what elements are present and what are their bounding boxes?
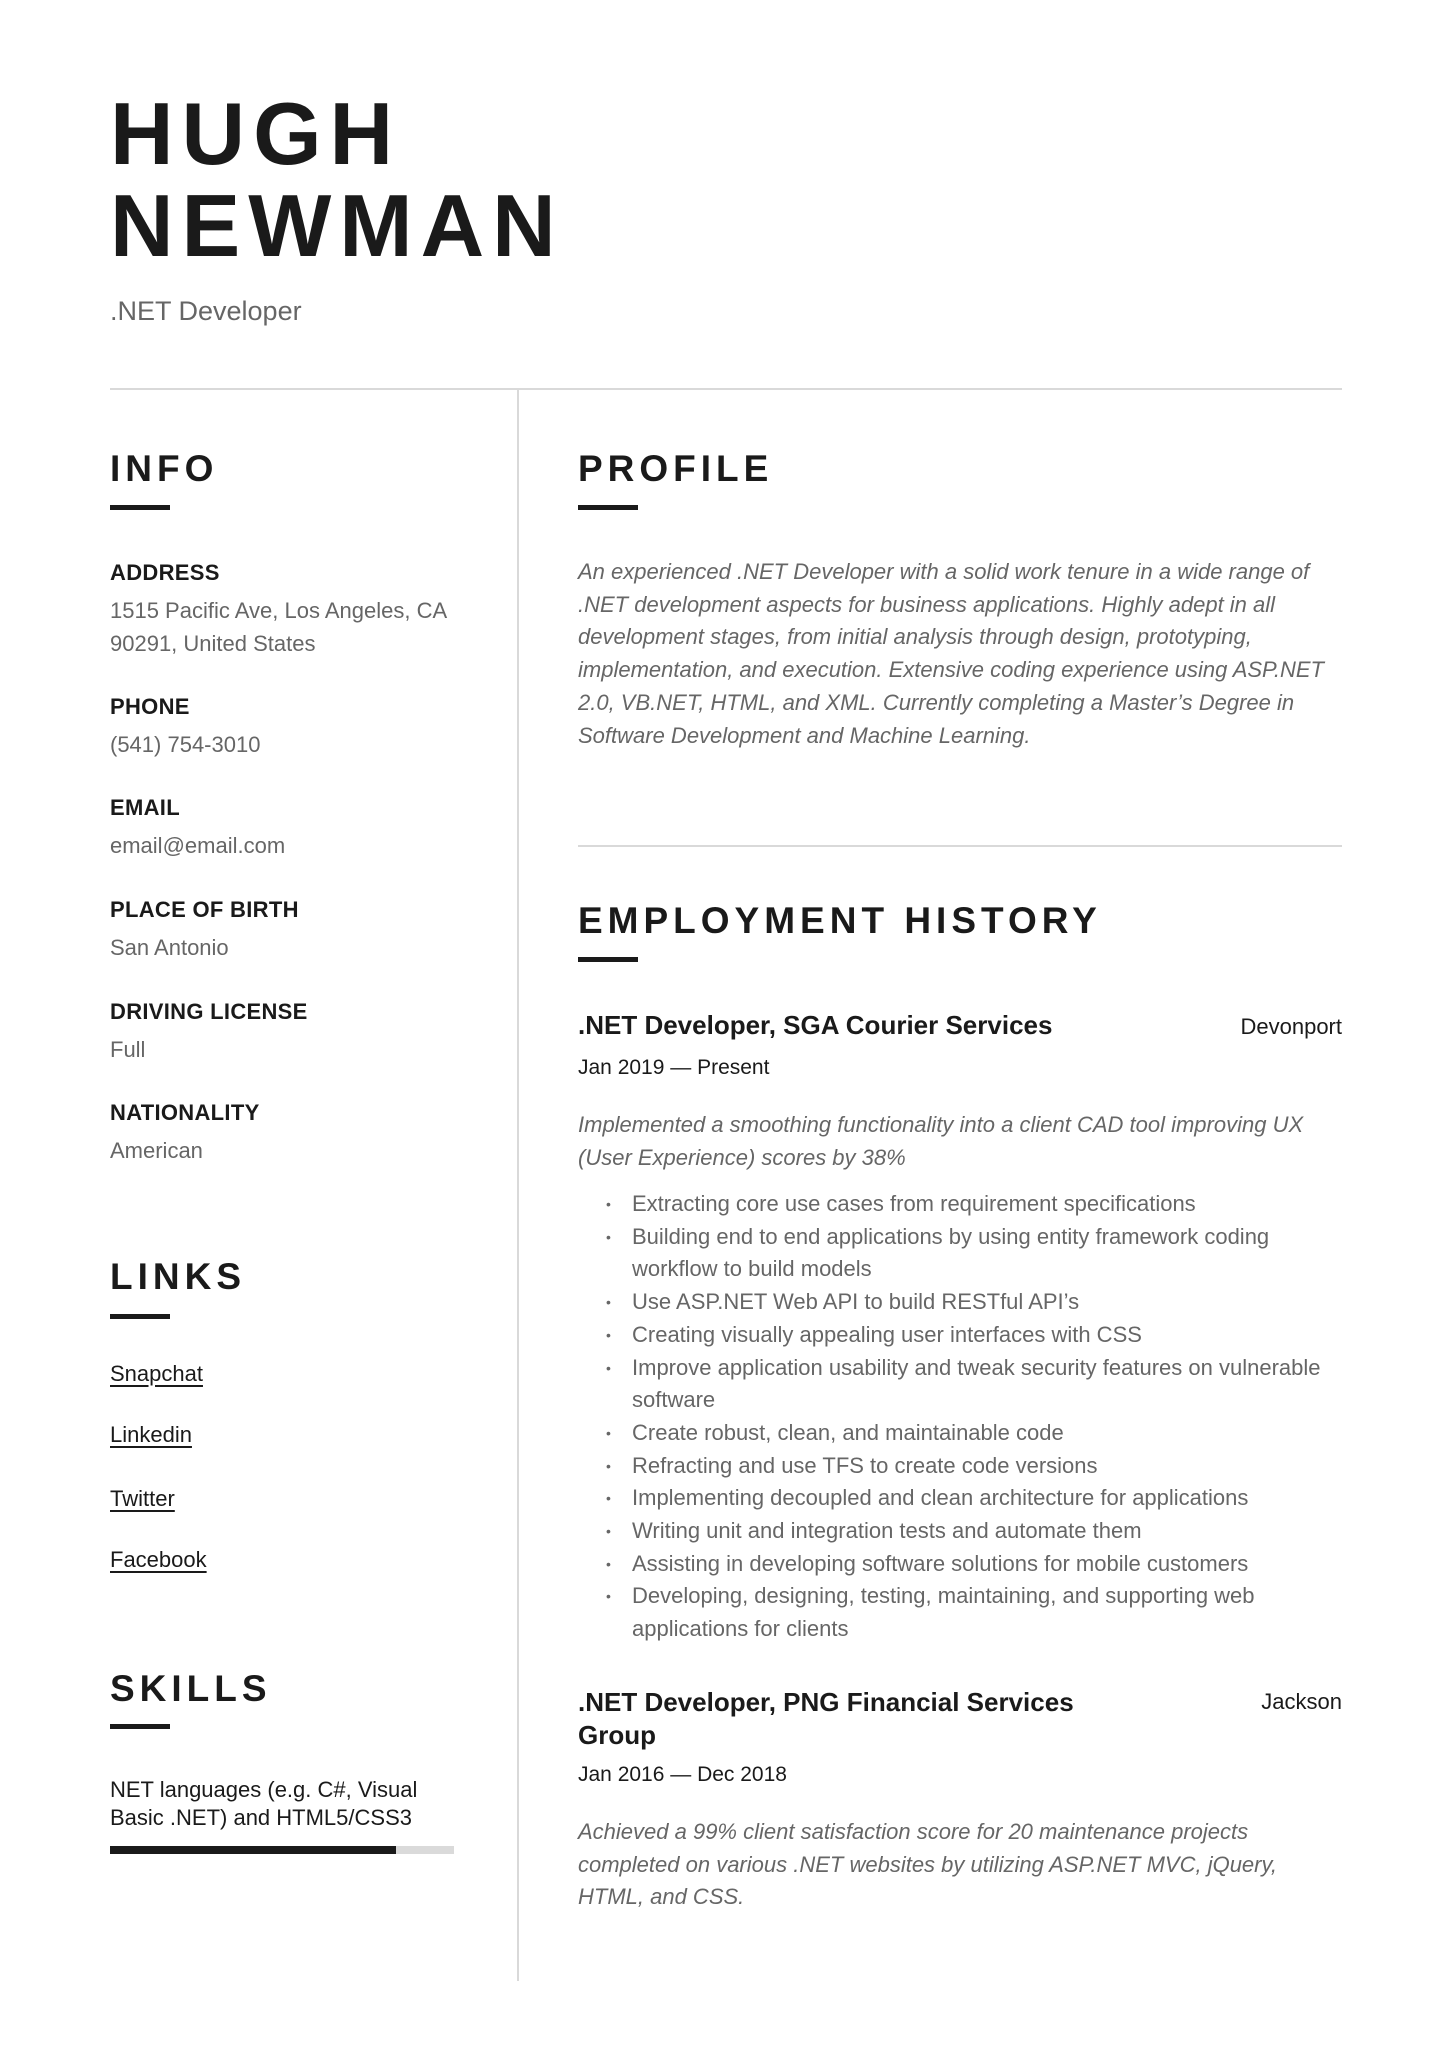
- job-2-title: .NET Developer, PNG Financial Services Group: [578, 1687, 1074, 1750]
- job-2-dates: Jan 2016 — Dec 2018: [578, 1763, 787, 1786]
- job-1-dates: Jan 2019 — Present: [578, 1056, 770, 1079]
- header-divider: [110, 388, 1342, 390]
- link-facebook[interactable]: Facebook: [110, 1547, 207, 1572]
- phone-label: PHONE: [110, 694, 190, 719]
- list-item: • Improve application usability and tweak security features on vulnerable software: [578, 1352, 1348, 1417]
- nationality-block: [110, 1100, 490, 1167]
- skills-heading-underline: [110, 1724, 170, 1729]
- phone-value: (541) 754-3010: [110, 732, 261, 757]
- nationality-value: American: [110, 1138, 203, 1163]
- last-name: NEWMAN: [110, 176, 564, 275]
- info-heading: INFO: [110, 448, 219, 489]
- skill-level-bar: [110, 1846, 454, 1854]
- address-line1: 1515 Pacific Ave, Los Angeles, CA: [110, 598, 448, 623]
- birth-label: PLACE OF BIRTH: [110, 897, 299, 922]
- job-title: .NET Developer: [110, 296, 302, 326]
- job-1-bullets: [578, 1188, 1348, 1646]
- column-divider: [517, 389, 519, 1981]
- profile-divider: [578, 845, 1342, 847]
- job-1-summary: Implemented a smoothing functionality into a client CAD tool improving UX (User Experience) scores by 38%: [578, 1112, 1304, 1170]
- list-item: • Creating visually appealing user interfaces with CSS: [578, 1319, 1348, 1352]
- first-name: HUGH: [110, 84, 402, 183]
- birth-value: San Antonio: [110, 935, 229, 960]
- license-value: Full: [110, 1037, 146, 1062]
- job-1-title: .NET Developer, SGA Courier Services: [578, 1010, 1053, 1040]
- employment-heading: EMPLOYMENT HISTORY: [578, 900, 1102, 941]
- info-heading-underline: [110, 505, 170, 510]
- license-block: [110, 999, 490, 1066]
- link-twitter[interactable]: Twitter: [110, 1486, 175, 1511]
- list-item: • Building end to end applications by using entity framework coding workflow to build models: [578, 1221, 1348, 1286]
- list-item: • Create robust, clean, and maintainable code: [578, 1417, 1348, 1450]
- email-block: [110, 795, 490, 862]
- link-snapchat[interactable]: Snapchat: [110, 1361, 203, 1386]
- address-block: [110, 560, 490, 660]
- birth-block: [110, 897, 490, 964]
- list-item: • Assisting in developing software solutions for mobile customers: [578, 1548, 1348, 1581]
- profile-heading: PROFILE: [578, 448, 774, 489]
- list-item: • Refracting and use TFS to create code versions: [578, 1450, 1348, 1483]
- email-label: EMAIL: [110, 795, 180, 820]
- skills-heading: SKILLS: [110, 1668, 272, 1709]
- job-2-summary: Achieved a 99% client satisfaction score for 20 maintenance projects completed on various .NET websites by utilizing ASP.NET MVC, jQuery, HTML, and CSS.: [578, 1819, 1277, 1910]
- address-line2: 90291, United States: [110, 631, 316, 656]
- job-1-city: Devonport: [1240, 1014, 1342, 1039]
- list-item: • Writing unit and integration tests and automate them: [578, 1515, 1348, 1548]
- profile-text: An experienced .NET Developer with a solid work tenure in a wide range of .NET development aspects for business applications. Highly adept in all development stages, from initial analysis through design, prototyping, implementation, and execution. Extensive coding experience using ASP.NET 2.0, VB.NET, HTML, and XML. Currently completing a Master’s Degree in Software Development and Machine Learning.: [578, 559, 1324, 748]
- address-label: ADDRESS: [110, 560, 220, 585]
- link-linkedin[interactable]: Linkedin: [110, 1422, 192, 1447]
- phone-block: [110, 694, 490, 761]
- list-item: • Implementing decoupled and clean architecture for applications: [578, 1482, 1348, 1515]
- candidate-name: [110, 84, 564, 275]
- links-heading-underline: [110, 1314, 170, 1319]
- links-heading: LINKS: [110, 1256, 246, 1297]
- skill-name: NET languages (e.g. C#, Visual Basic .NET) and HTML5/CSS3: [110, 1777, 418, 1830]
- list-item: • Use ASP.NET Web API to build RESTful API’s: [578, 1286, 1348, 1319]
- profile-heading-underline: [578, 505, 638, 510]
- list-item: • Developing, designing, testing, maintaining, and supporting web applications for clients: [578, 1580, 1348, 1645]
- skill-level-fill: [110, 1846, 396, 1854]
- email-value: email@email.com: [110, 833, 286, 858]
- job-2-city: Jackson: [1261, 1689, 1342, 1714]
- nationality-label: NATIONALITY: [110, 1100, 260, 1125]
- employment-heading-underline: [578, 957, 638, 962]
- list-item: • Extracting core use cases from requirement specifications: [578, 1188, 1348, 1221]
- license-label: DRIVING LICENSE: [110, 999, 308, 1024]
